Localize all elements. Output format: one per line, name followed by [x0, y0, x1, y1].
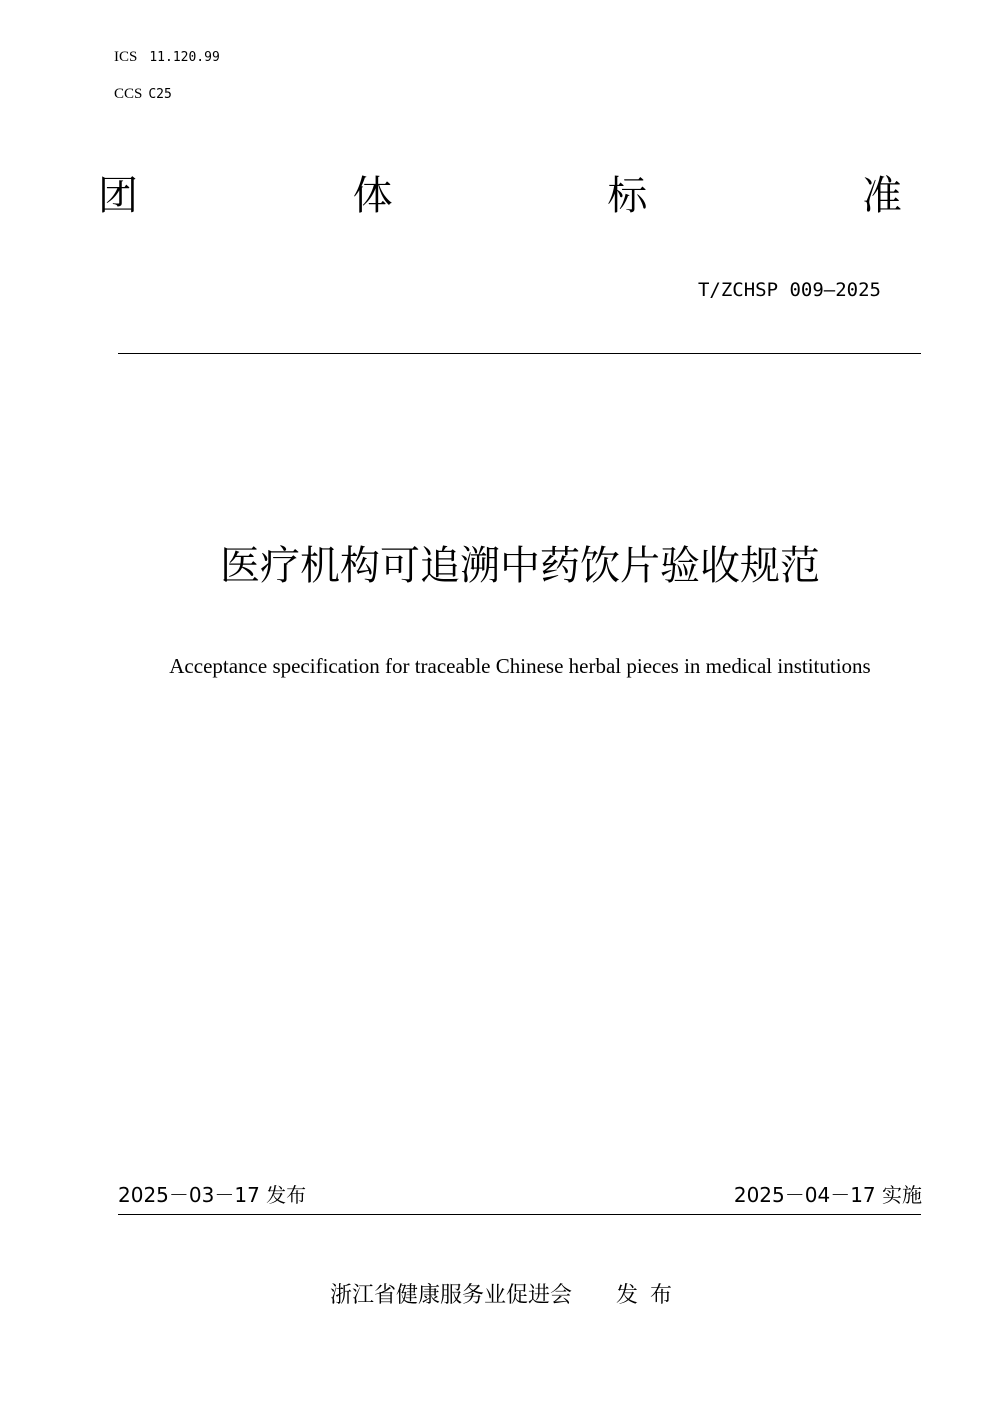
standard-kind-char: 标 — [607, 173, 648, 219]
ccs-label: CCS — [114, 86, 143, 102]
standard-kind-char: 准 — [861, 173, 902, 219]
document-title-chinese: 医疗机构可追溯中药饮片验收规范 — [220, 543, 820, 589]
standard-kind-char: 体 — [352, 173, 393, 219]
publisher-line — [0, 1281, 992, 1311]
implementation-date: 2025－04－17 实施 — [733, 1183, 922, 1207]
ccs-code: C25 — [148, 87, 172, 102]
publisher-name: 浙江省健康服务业促进会 — [329, 1283, 572, 1308]
top-divider — [118, 353, 921, 354]
standard-number: T/ZCHSP 009—2025 — [697, 279, 881, 301]
publisher-verb: 发布 — [616, 1283, 685, 1308]
ccs-classification — [114, 85, 172, 104]
ics-label: ICS — [114, 49, 138, 65]
ics-code: 11.120.99 — [149, 50, 220, 65]
issue-date: 2025－03－17 发布 — [118, 1183, 307, 1207]
standard-kind-heading — [98, 170, 902, 222]
standard-kind-char: 团 — [98, 173, 138, 219]
ics-classification — [114, 48, 220, 67]
document-title-english: Acceptance specification for traceable Chinese herbal pieces in medical institutions — [169, 654, 871, 678]
bottom-divider — [118, 1214, 921, 1215]
